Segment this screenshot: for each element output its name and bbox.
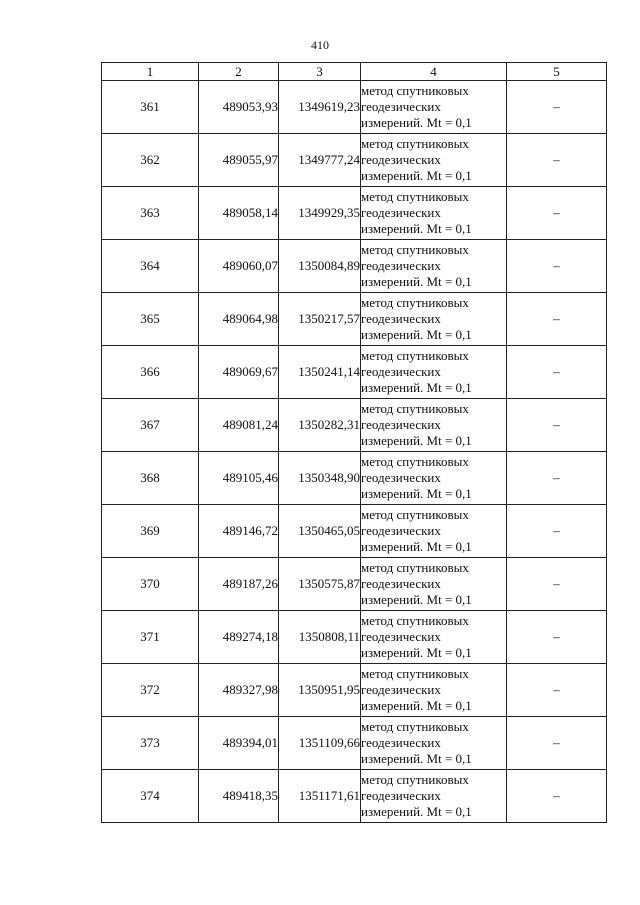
coord-y: 1350808,11 xyxy=(279,611,361,664)
method-description: метод спутниковых геодезических измерений. Mt = 0,1 xyxy=(361,505,507,558)
header-col-1: 1 xyxy=(102,63,199,81)
coord-y: 1350951,95 xyxy=(279,664,361,717)
coord-y: 1350575,87 xyxy=(279,558,361,611)
note-dash: – xyxy=(507,452,607,505)
point-number: 372 xyxy=(102,664,199,717)
note-dash: – xyxy=(507,346,607,399)
table-row xyxy=(102,717,607,770)
method-description: метод спутниковых геодезических измерений. Mt = 0,1 xyxy=(361,664,507,717)
header-col-2: 2 xyxy=(199,63,279,81)
coord-x: 489081,24 xyxy=(199,399,279,452)
point-number: 371 xyxy=(102,611,199,664)
note-dash: – xyxy=(507,611,607,664)
coord-y: 1349619,23 xyxy=(279,81,361,134)
coord-x: 489060,07 xyxy=(199,240,279,293)
coord-y: 1349777,24 xyxy=(279,134,361,187)
method-description: метод спутниковых геодезических измерений. Mt = 0,1 xyxy=(361,240,507,293)
coord-x: 489146,72 xyxy=(199,505,279,558)
table-row xyxy=(102,664,607,717)
table-row xyxy=(102,346,607,399)
coord-y: 1351109,66 xyxy=(279,717,361,770)
table-row xyxy=(102,399,607,452)
table-row xyxy=(102,558,607,611)
coord-x: 489053,93 xyxy=(199,81,279,134)
note-dash: – xyxy=(507,134,607,187)
method-description: метод спутниковых геодезических измерений. Mt = 0,1 xyxy=(361,134,507,187)
coord-x: 489105,46 xyxy=(199,452,279,505)
table-body xyxy=(102,81,607,823)
coord-y: 1349929,35 xyxy=(279,187,361,240)
coordinates-table xyxy=(101,62,607,823)
coord-x: 489064,98 xyxy=(199,293,279,346)
method-description: метод спутниковых геодезических измерений. Mt = 0,1 xyxy=(361,81,507,134)
coord-x: 489058,14 xyxy=(199,187,279,240)
point-number: 374 xyxy=(102,770,199,823)
point-number: 370 xyxy=(102,558,199,611)
method-description: метод спутниковых геодезических измерений. Mt = 0,1 xyxy=(361,452,507,505)
coord-x: 489418,35 xyxy=(199,770,279,823)
point-number: 363 xyxy=(102,187,199,240)
point-number: 364 xyxy=(102,240,199,293)
coord-y: 1350282,31 xyxy=(279,399,361,452)
note-dash: – xyxy=(507,770,607,823)
note-dash: – xyxy=(507,558,607,611)
coord-y: 1351171,61 xyxy=(279,770,361,823)
table-row xyxy=(102,187,607,240)
table-row xyxy=(102,134,607,187)
note-dash: – xyxy=(507,399,607,452)
coord-y: 1350348,90 xyxy=(279,452,361,505)
point-number: 366 xyxy=(102,346,199,399)
coord-y: 1350084,89 xyxy=(279,240,361,293)
method-description: метод спутниковых геодезических измерений. Mt = 0,1 xyxy=(361,187,507,240)
coord-y: 1350465,05 xyxy=(279,505,361,558)
table-row xyxy=(102,611,607,664)
coord-x: 489069,67 xyxy=(199,346,279,399)
header-row xyxy=(102,63,607,81)
coord-x: 489187,26 xyxy=(199,558,279,611)
note-dash: – xyxy=(507,717,607,770)
note-dash: – xyxy=(507,81,607,134)
note-dash: – xyxy=(507,505,607,558)
table-row xyxy=(102,505,607,558)
method-description: метод спутниковых геодезических измерений. Mt = 0,1 xyxy=(361,717,507,770)
point-number: 367 xyxy=(102,399,199,452)
header-col-3: 3 xyxy=(279,63,361,81)
note-dash: – xyxy=(507,240,607,293)
point-number: 373 xyxy=(102,717,199,770)
header-col-5: 5 xyxy=(507,63,607,81)
point-number: 362 xyxy=(102,134,199,187)
table-row xyxy=(102,452,607,505)
coord-x: 489327,98 xyxy=(199,664,279,717)
method-description: метод спутниковых геодезических измерений. Mt = 0,1 xyxy=(361,611,507,664)
note-dash: – xyxy=(507,293,607,346)
table-row xyxy=(102,770,607,823)
method-description: метод спутниковых геодезических измерений. Mt = 0,1 xyxy=(361,558,507,611)
note-dash: – xyxy=(507,664,607,717)
coord-x: 489394,01 xyxy=(199,717,279,770)
coord-x: 489055,97 xyxy=(199,134,279,187)
table-row xyxy=(102,81,607,134)
method-description: метод спутниковых геодезических измерений. Mt = 0,1 xyxy=(361,399,507,452)
point-number: 361 xyxy=(102,81,199,134)
point-number: 369 xyxy=(102,505,199,558)
header-col-4: 4 xyxy=(361,63,507,81)
note-dash: – xyxy=(507,187,607,240)
coord-x: 489274,18 xyxy=(199,611,279,664)
method-description: метод спутниковых геодезических измерений. Mt = 0,1 xyxy=(361,346,507,399)
point-number: 365 xyxy=(102,293,199,346)
coord-y: 1350217,57 xyxy=(279,293,361,346)
method-description: метод спутниковых геодезических измерений. Mt = 0,1 xyxy=(361,293,507,346)
coord-y: 1350241,14 xyxy=(279,346,361,399)
point-number: 368 xyxy=(102,452,199,505)
table-row xyxy=(102,240,607,293)
page-number: 410 xyxy=(311,38,329,52)
table-row xyxy=(102,293,607,346)
method-description: метод спутниковых геодезических измерений. Mt = 0,1 xyxy=(361,770,507,823)
